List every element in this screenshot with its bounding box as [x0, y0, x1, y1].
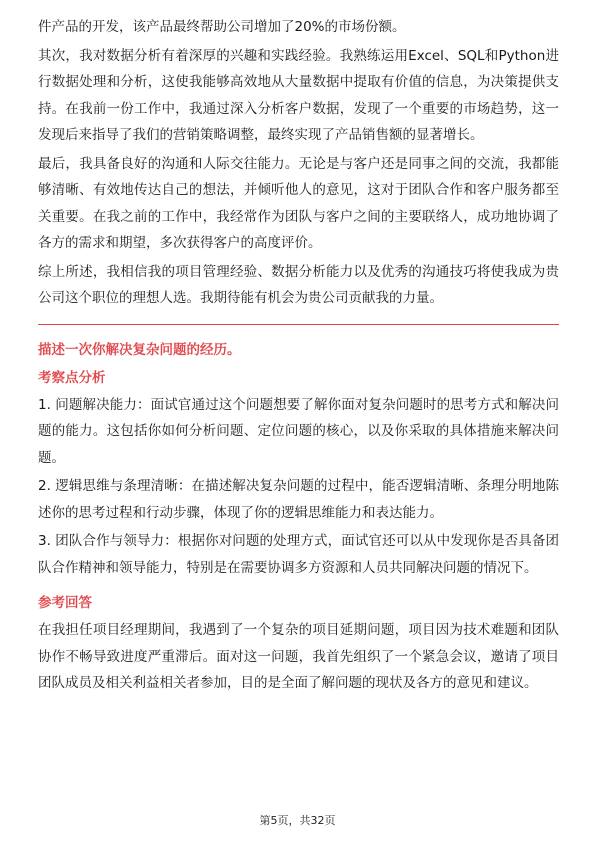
answer-heading: 参考回答: [38, 595, 92, 611]
analysis-heading: 考察点分析: [38, 369, 106, 386]
intro-paragraph-1: 件产品的开发，该产品最终帮助公司增加了20%的市场份额。: [38, 19, 406, 35]
analysis-point-3: 3. 团队合作与领导力：根据你对问题的处理方式，面试官还可以从中发现你是否具备团队合作精神和领导能力，特别是在需要协调多方资源和人员共同解决问题的情况下。: [38, 533, 559, 576]
document-body: [38, 0, 559, 697]
answer-paragraph: 在我担任项目经理期间，我遇到了一个复杂的项目延期问题，项目因为技术难题和团队协作不畅导致进度严重滞后。面对这一问题，我首先组织了一个紧急会议，邀请了项目团队成员及相关利益相关者参加，目的是全面了解问题的现状及各方的意见和建议。: [38, 622, 559, 691]
question-title: 描述一次你解决复杂问题的经历。: [38, 341, 241, 358]
section-divider: [38, 324, 559, 325]
intro-paragraph-2: 其次，我对数据分析有着深厚的兴趣和实践经验。我熟练运用Excel、SQL和Python进行数据处理和分析，这使我能够高效地从大量数据中提取有价值的信息，为决策提供支持。在我前一份工作中，我通过深入分析客户数据，发现了一个重要的市场趋势，这一发现后来指导了我们的营销策略调整，最终实现了产品销售额的显著增长。: [38, 47, 559, 143]
intro-paragraph-4: 综上所述，我相信我的项目管理经验、数据分析能力以及优秀的沟通技巧将使我成为贵公司这个职位的理想人选。我期待能有机会为贵公司贡献我的力量。: [38, 263, 559, 306]
analysis-point-1: 1. 问题解决能力：面试官通过这个问题想要了解你面对复杂问题时的思考方式和解决问题的能力。这包括你如何分析问题、定位问题的核心，以及你采取的具体措施来解决问题。: [38, 396, 559, 466]
page-number: 第5页，共32页: [259, 814, 336, 827]
analysis-point-2: 2. 逻辑思维与条理清晰：在描述解决复杂问题的过程中，能否逻辑清晰、条理分明地陈述你的思考过程和行动步骤，体现了你的逻辑思维能力和表达能力。: [38, 478, 559, 521]
intro-paragraph-3: 最后，我具备良好的沟通和人际交往能力。无论是与客户还是同事之间的交流，我都能够清晰、有效地传达自己的想法，并倾听他人的意见，这对于团队合作和客户服务都至关重要。在我之前的工作中，我经常作为团队与客户之间的主要联络人，成功地协调了各方的需求和期望，多次获得客户的高度评价。: [38, 155, 559, 251]
